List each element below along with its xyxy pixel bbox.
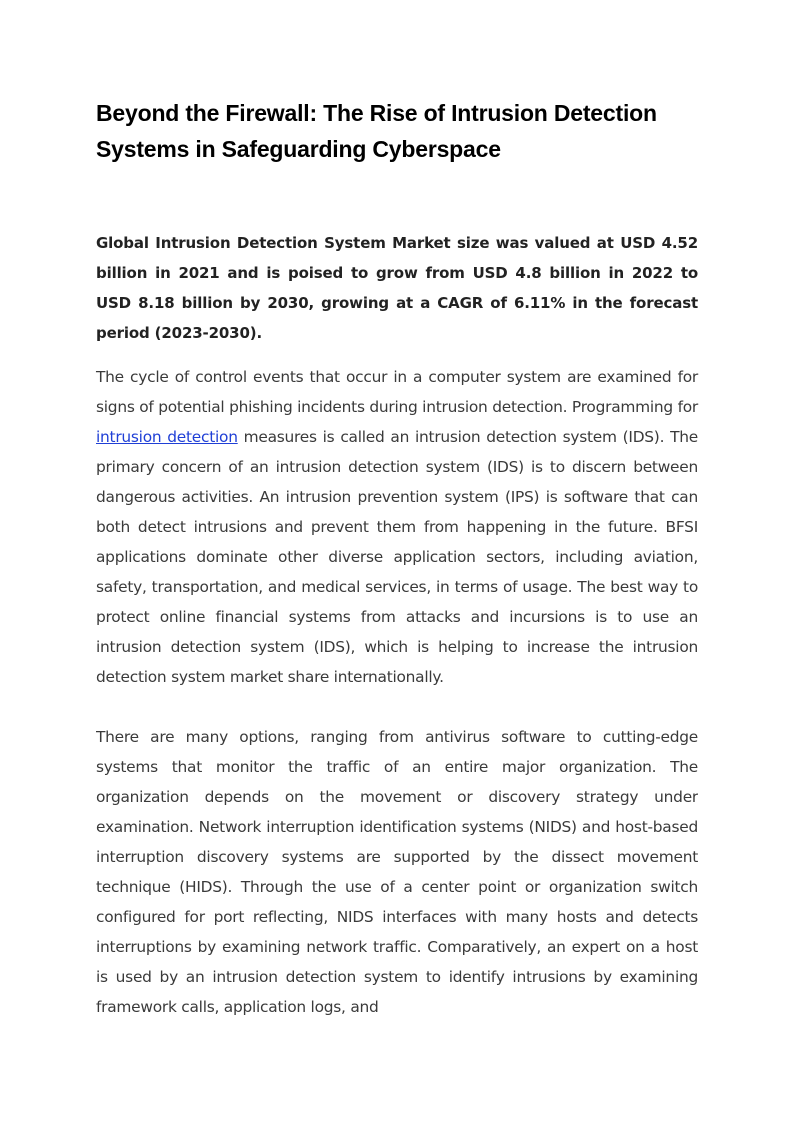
paragraph-intro-text-start: The cycle of control events that occur in a computer system are examined for signs of potential phishing incidents during intrusion detection. Programming for bbox=[96, 368, 698, 416]
paragraph-intro bbox=[96, 362, 698, 692]
paragraph-intro-text-end: measures is called an intrusion detection system (IDS). The primary concern of an intrusion detection system (IDS) is to discern between dangerous activities. An intrusion prevention system (IPS) is software that can both detect intrusions and prevent them from happening in the future. BFSI applications dominate other diverse application sectors, including aviation, safety, transportation, and medical services, in terms of usage. The best way to protect online financial systems from attacks and incursions is to use an intrusion detection system (IDS), which is helping to increase the intrusion detection system market share internationally. bbox=[96, 428, 698, 686]
page-title: Beyond the Firewall: The Rise of Intrusion Detection Systems in Safeguarding Cyberspace bbox=[96, 100, 657, 162]
intrusion-detection-link[interactable]: intrusion detection bbox=[96, 428, 238, 446]
market-summary-lead: Global Intrusion Detection System Market size was valued at USD 4.52 billion in 2021 and is poised to grow from USD 4.8 billion in 2022 to USD 8.18 billion by 2030, growing at a CAGR of 6.11% in the forecast period (2023-2030). bbox=[96, 234, 698, 342]
paragraph-options: There are many options, ranging from antivirus software to cutting-edge systems that monitor the traffic of an entire major organization. The organization depends on the movement or discovery strategy under examination. Network interruption identification systems (NIDS) and host-based interruption discovery systems are supported by the dissect movement technique (HIDS). Through the use of a center point or organization switch configured for port reflecting, NIDS interfaces with many hosts and detects interruptions by examining network traffic. Comparatively, an expert on a host is used by an intrusion detection system to identify intrusions by examining framework calls, application logs, and bbox=[96, 728, 698, 1016]
